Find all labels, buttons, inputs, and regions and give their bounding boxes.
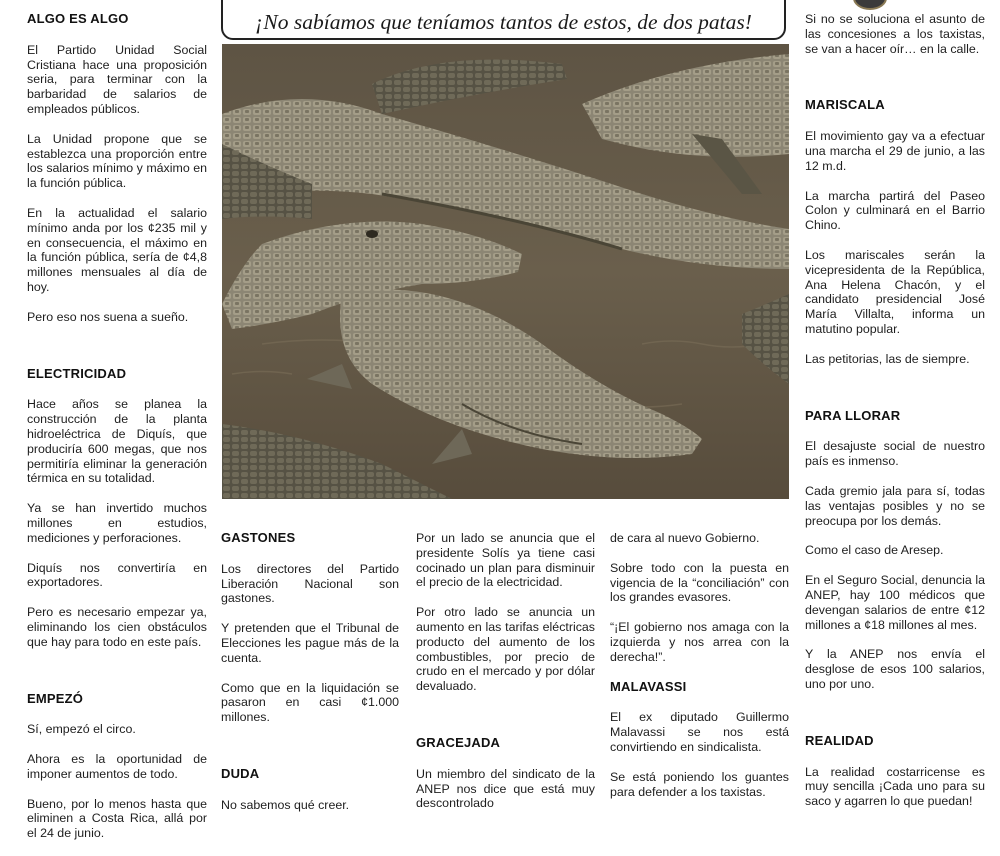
- photo-caption: ¡No sabíamos que teníamos tantos de estos, de dos patas!: [255, 10, 752, 34]
- paragraph: Hace años se planea la construcción de la planta hidroeléctrica de Diquís, que produciría 600 megas, que nos permitiría eliminar la generación térmica en su totalidad.: [27, 397, 207, 486]
- column-2: [221, 531, 399, 828]
- paragraph: Pero eso nos suena a sueño.: [27, 309, 189, 324]
- section-title: GRACEJADA: [416, 734, 501, 750]
- section-title: ELECTRICIDAD: [27, 365, 127, 381]
- paragraph: La realidad costarricense es muy sencilla ¡Cada uno para su saco y agarren lo que puedan!: [805, 764, 985, 809]
- paragraph: En la actualidad el salario mínimo anda por los ¢235 mil y en consecuencia, el máximo en la función pública, sería de ¢4,8 millones mensuales al día de hoy.: [27, 205, 207, 294]
- paragraph: Si no se soluciona el asunto de las concesiones a los taxistas, se van a hacer oír… en la calle.: [805, 12, 985, 56]
- paragraph: Y la ANEP nos envía el desglose de esos 100 salarios, uno por uno.: [805, 647, 985, 691]
- paragraph: Como el caso de Aresep.: [805, 543, 944, 558]
- paragraph: Los mariscales serán la vicepresidenta de la República, Ana Helena Chacón, y el candidato presidencial José María Villalta, informa un matutino popular.: [805, 247, 985, 336]
- paragraph: Pero es necesario empezar ya, eliminando los cien obstáculos que hay para todo en este país.: [27, 605, 207, 649]
- column-3: [416, 531, 595, 826]
- paragraph: de cara al nuevo Gobierno.: [610, 531, 760, 545]
- column-4: [610, 531, 789, 814]
- section-title: ALGO ES ALGO: [27, 11, 129, 26]
- paragraph: El ex diputado Guillermo Malavassi se nos está convirtiendo en sindicalista.: [610, 710, 789, 754]
- crocodiles-illustration: [222, 44, 789, 499]
- paragraph: No sabemos qué creer.: [221, 797, 350, 812]
- section-title: MARISCALA: [805, 97, 885, 113]
- column-5: [805, 12, 985, 824]
- paragraph: Se está poniendo los guantes para defender a los taxistas.: [610, 769, 789, 799]
- column-1: [27, 12, 207, 856]
- paragraph: Bueno, por lo menos hasta que eliminen a Costa Rica, allá por el 24 de junio.: [27, 796, 207, 841]
- paragraph: El desajuste social de nuestro país es inmenso.: [805, 439, 985, 469]
- paragraph: Sí, empezó el circo.: [27, 722, 136, 737]
- paragraph: Los directores del Partido Liberación Nacional son gastones.: [221, 561, 399, 606]
- crocodiles-photo: [222, 44, 789, 499]
- paragraph: Diquís nos convertiría en exportadores.: [27, 560, 207, 590]
- paragraph: El movimiento gay va a efectuar una marcha el 29 de junio, a las 12 m.d.: [805, 129, 985, 173]
- section-title: EMPEZÓ: [27, 690, 84, 706]
- section-title: DUDA: [221, 765, 260, 781]
- section-title: REALIDAD: [805, 732, 874, 748]
- section-title: MALAVASSI: [610, 678, 687, 694]
- paragraph: Ahora es la oportunidad de imponer aumentos de todo.: [27, 752, 207, 781]
- paragraph: “¡El gobierno nos amaga con la izquierda y nos arrea con la derecha!”.: [610, 620, 789, 664]
- paragraph: Sobre todo con la puesta en vigencia de la “conciliación” con los grandes evasores.: [610, 560, 789, 605]
- paragraph: En el Seguro Social, denuncia la ANEP, hay 100 médicos que devengan salarios de entre ¢12 millones a ¢18 millones al mes.: [805, 573, 985, 632]
- paragraph: La marcha partirá del Paseo Colon y culminará en el Barrio Chino.: [805, 188, 985, 233]
- paragraph: Y pretenden que el Tribunal de Elecciones les pague más de la cuenta.: [221, 621, 399, 665]
- paragraph: Por un lado se anuncia que el presidente Solís ya tiene casi cocinado un plan para disminuir el precio de la electricidad.: [416, 531, 595, 590]
- paragraph: Por otro lado se anuncia un aumento en las tarifas eléctricas producto del aumento de los combustibles, por precio de crudo en el mercado y por dólar devaluado.: [416, 605, 595, 694]
- paragraph: Ya se han invertido muchos millones en estudios, mediciones y perforaciones.: [27, 501, 207, 545]
- photo-caption-banner: [221, 0, 786, 40]
- paragraph: Un miembro del sindicato de la ANEP nos dice que está muy descontrolado: [416, 766, 595, 811]
- paragraph: El Partido Unidad Social Cristiana hace una proposición seria, para terminar con la barbaridad de salarios de empleados públicos.: [27, 42, 207, 116]
- paragraph: La Unidad propone que se establezca una proporción entre los salarios mínimo y máximo en la función pública.: [27, 131, 207, 191]
- logo-badge: [853, 0, 887, 10]
- section-title: PARA LLORAR: [805, 407, 901, 423]
- paragraph: Cada gremio jala para sí, todas las ventajas posibles y no se preocupa por los demás.: [805, 483, 985, 528]
- section-title: GASTONES: [221, 530, 296, 545]
- paragraph: Las petitorias, las de siempre.: [805, 351, 970, 366]
- paragraph: Como que en la liquidación se pasaron en casi ¢1.000 millones.: [221, 680, 399, 725]
